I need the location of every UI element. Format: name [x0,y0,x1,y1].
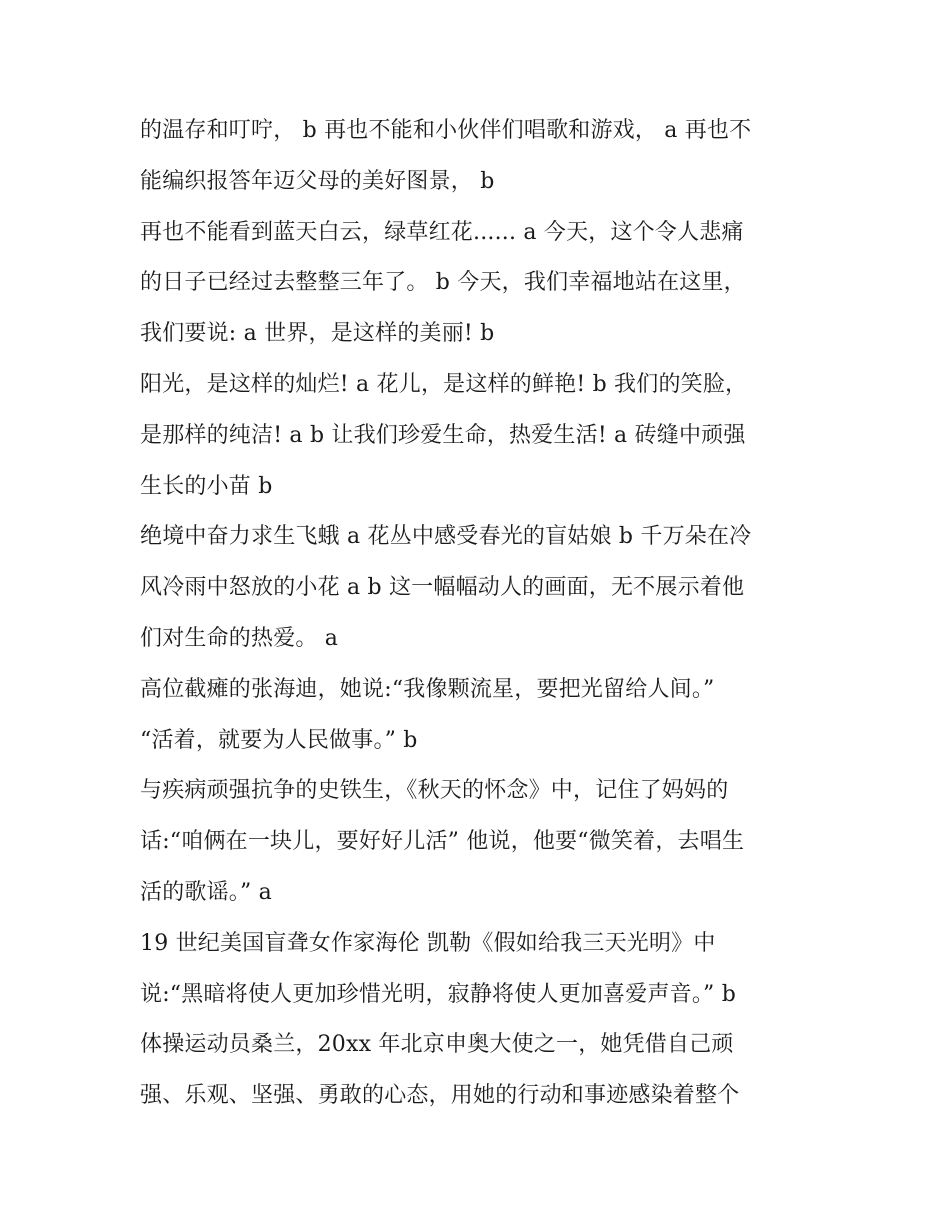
text-line: 话:“咱俩在一块儿，要好好儿活” 他说，他要“微笑着，去唱生 [140,829,745,855]
text-line: 我们要说: a 世界，是这样的美丽! b [140,321,495,347]
text-line: 阳光，是这样的灿烂! a 花儿，是这样的鲜艳! b 我们的笑脸， [140,371,748,397]
text-line: 高位截瘫的张海迪，她说:“我像颗流星，要把光留给人间。” [140,676,715,702]
body-text [140,106,820,1122]
text-line: 能编织报答年迈父母的美好图景， b [140,168,495,194]
text-line: “活着，就要为人民做事。” b [140,727,418,753]
text-line: 强、乐观、坚强、勇敢的心态，用她的行动和事迹感染着整个 [140,1083,740,1109]
text-line: 19 世纪美国盲聋女作家海伦 凯勒《假如给我三天光明》中 [140,930,716,956]
text-line: 绝境中奋力求生飞蛾 a 花丛中感受春光的盲姑娘 b 千万朵在冷 [140,524,752,550]
text-line: 的日子已经过去整整三年了。 b 今天，我们幸福地站在这里， [140,270,746,296]
text-line: 的温存和叮咛， b 再也不能和小伙伴们唱歌和游戏， a 再也不 [140,118,752,143]
text-line: 体操运动员桑兰，20xx 年北京申奥大使之一，她凭借自己顽 [140,1032,734,1058]
text-line: 再也不能看到蓝天白云，绿草红花...... a 今天，这个令人悲痛 [140,219,744,245]
text-line: 活的歌谣。” a [140,879,272,905]
text-line: 是那样的纯洁! a b 让我们珍爱生命，热爱生活! a 砖缝中顽强 [140,422,746,448]
text-line: 说:“黑暗将使人更加珍惜光明，寂静将使人更加喜爱声音。” b [140,981,736,1007]
text-line: 们对生命的热爱。 a [140,625,339,651]
text-line: 与疾病顽强抗争的史铁生，《秋天的怀念》中，记住了妈妈的 [140,778,729,804]
text-line: 风冷雨中怒放的小花 a b 这一幅幅动人的画面，无不展示着他 [140,575,745,601]
text-line: 生长的小苗 b [140,473,273,499]
